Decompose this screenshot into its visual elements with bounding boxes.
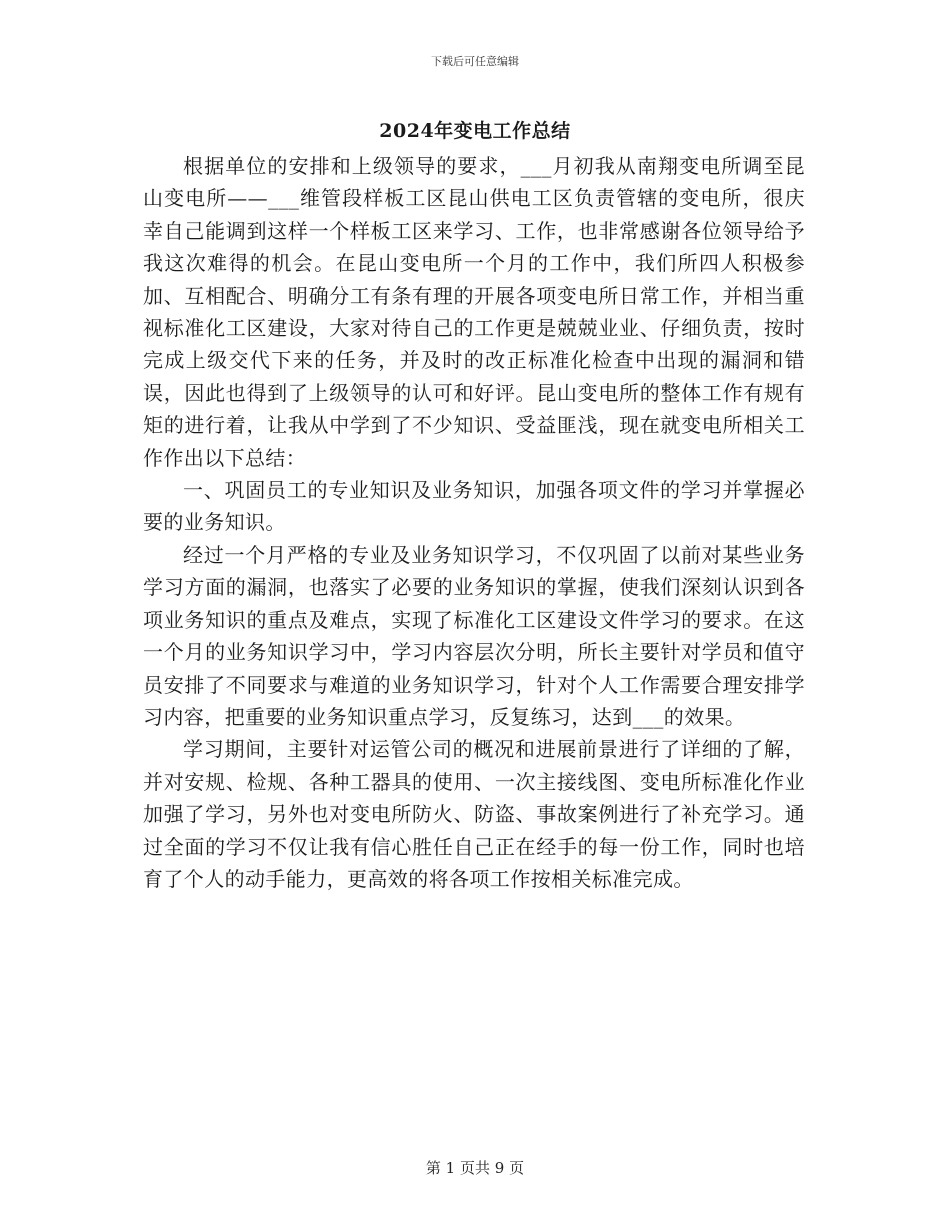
document-body xyxy=(143,150,805,895)
header-note: 下载后可任意编辑 xyxy=(431,55,519,68)
paragraph-intro: 根据单位的安排和上级领导的要求，___月初我从南翔变电所调至昆山变电所——___维管段样板工区昆山供电工区负责管辖的变电所，很庆幸自己能调到这样一个样板工区来学习、工作，也非常感谢各位领导给予我这次难得的机会。在昆山变电所一个月的工作中，我们所四人积极参加、互相配合、明确分工有条有理的开展各项变电所日常工作，并相当重视标准化工区建设，大家对待自己的工作更是兢兢业业、仔细负责，按时完成上级交代下来的任务，并及时的改正标准化检查中出现的漏洞和错误，因此也得到了上级领导的认可和好评。昆山变电所的整体工作有规有矩的进行着，让我从中学到了不少知识、受益匪浅，现在就变电所相关工作作出以下总结： xyxy=(143,154,805,470)
page-number: 第 1 页共 9 页 xyxy=(425,1159,525,1177)
paragraph-section-heading: 一、巩固员工的专业知识及业务知识，加强各项文件的学习并掌握必要的业务知识。 xyxy=(143,478,805,535)
paragraph-knowledge-study: 经过一个月严格的专业及业务知识学习，不仅巩固了以前对某些业务学习方面的漏洞，也落实了必要的业务知识的掌握，使我们深刻认识到各项业务知识的重点及难点，实现了标准化工区建设文件学习的要求。在这一个月的业务知识学习中，学习内容层次分明，所长主要针对学员和值守员安排了不同要求与难道的业务知识学习，针对个人工作需要合理安排学习内容，把重要的业务知识重点学习，反复练习，达到___的效果。 xyxy=(143,542,805,729)
paragraph-study-period: 学习期间，主要针对运管公司的概况和进展前景进行了详细的了解，并对安规、检规、各种工器具的使用、一次主接线图、变电所标准化作业加强了学习，另外也对变电所防火、防盗、事故案例进行了补充学习。通过全面的学习不仅让我有信心胜任自己正在经手的每一份工作，同时也培育了个人的动手能力，更高效的将各项工作按相关标准完成。 xyxy=(143,737,805,891)
document-title: 2024年变电工作总结 xyxy=(379,120,571,142)
